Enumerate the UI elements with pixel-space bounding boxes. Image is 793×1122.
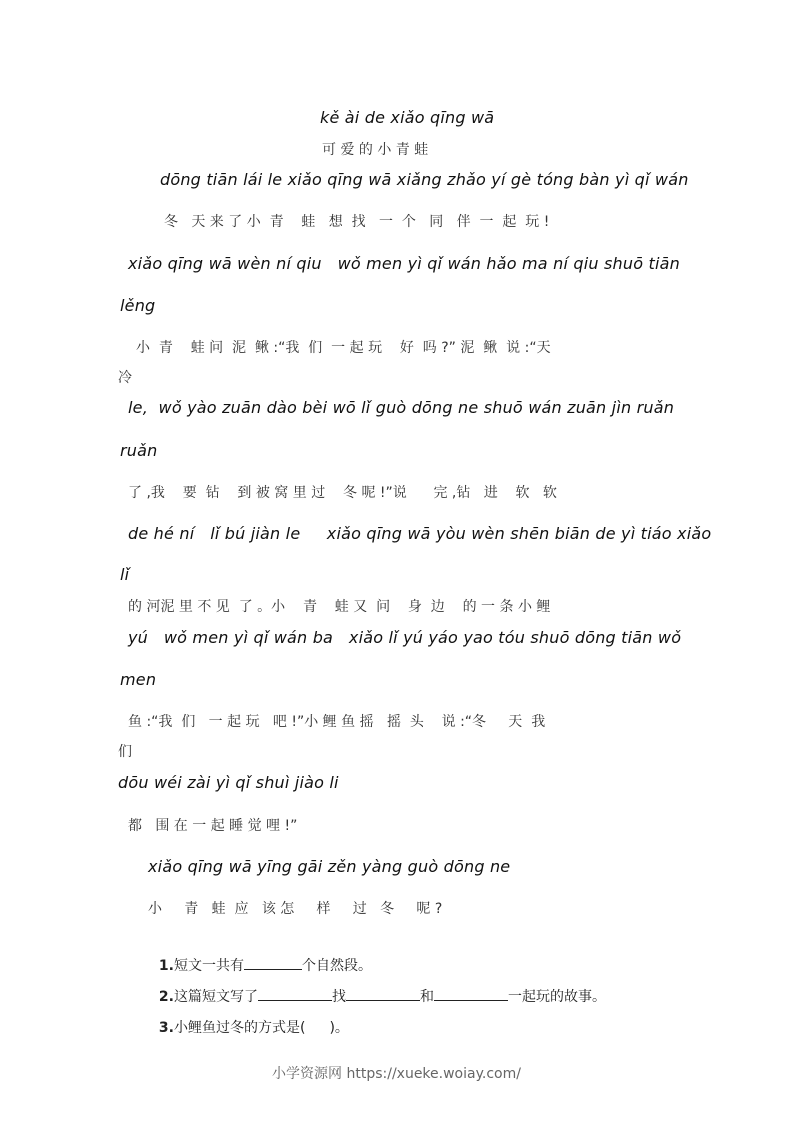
story-hanzi-line: 冷 — [118, 370, 132, 386]
answer-blank[interactable] — [244, 955, 302, 970]
story-pinyin-line: xiǎo qīng wā wèn ní qiu wǒ men yì qǐ wán hǎo ma ní qiu shuō tiān — [128, 254, 680, 273]
story-pinyin-line: lěng — [120, 296, 156, 315]
story-pinyin-line: yú wǒ men yì qǐ wán ba xiǎo lǐ yú yáo yao tóu shuō dōng tiān wǒ — [128, 628, 682, 647]
story-hanzi-line: 的 河泥 里 不 见 了 。小 青 蛙 又 问 身 边 的 一 条 小 鲤 — [128, 599, 551, 615]
story-hanzi-line: 们 — [118, 744, 132, 760]
answer-blank[interactable] — [434, 986, 508, 1001]
title-hanzi: 可 爱 的 小 青 蛙 — [322, 142, 429, 158]
story-hanzi-line: 了 ,我 要 钻 到 被 窝 里 过 冬 呢 !”说 完 ,钻 进 软 软 — [128, 485, 557, 501]
footer-watermark: 小学资源网 https://xueke.woiay.com/ — [272, 1066, 521, 1082]
question-pinyin-line: xiǎo qīng wā yīng gāi zěn yàng guò dōng ne — [148, 857, 511, 876]
story-pinyin-line: de hé ní lǐ bú jiàn le xiǎo qīng wā yòu wèn shēn biān de yì tiáo xiǎo — [128, 524, 712, 543]
story-hanzi-line: 小 青 蛙 问 泥 鳅 :“我 们 一 起 玩 好 吗 ?” 泥 鳅 说 :“天 — [136, 340, 551, 356]
question-text: 一起玩的故事。 — [507, 989, 606, 1005]
question-number: 3. — [158, 1020, 174, 1036]
question-text: )。 — [329, 1020, 349, 1036]
question-text: 这篇短文写了 — [173, 989, 258, 1005]
title-pinyin: kě ài de xiǎo qīng wā — [320, 108, 495, 127]
story-pinyin-line: dōu wéi zài yì qǐ shuì jiào li — [118, 773, 339, 792]
answer-blank[interactable] — [346, 986, 420, 1001]
question-3 — [150, 1001, 349, 1037]
story-pinyin-line: lǐ — [120, 565, 130, 584]
question-number: 1. — [158, 958, 174, 974]
story-hanzi-line: 冬 天 来 了 小 青 蛙 想 找 一 个 同 伴 一 起 玩 ! — [164, 214, 550, 230]
question-text: 个自然段。 — [301, 958, 372, 974]
question-hanzi-line: 小 青 蛙 应 该 怎 样 过 冬 呢 ? — [148, 901, 443, 917]
question-text: 和 — [419, 989, 434, 1005]
story-pinyin-line: ruǎn — [120, 441, 158, 460]
answer-blank[interactable] — [258, 986, 332, 1001]
question-number: 2. — [158, 989, 174, 1005]
question-text: 小鲤鱼过冬的方式是( — [173, 1020, 306, 1036]
story-hanzi-line: 鱼 :“我 们 一 起 玩 吧 !”小 鲤 鱼 摇 摇 头 说 :“冬 天 我 — [128, 714, 546, 730]
story-hanzi-line: 都 围 在 一 起 睡 觉 哩 !” — [128, 818, 298, 834]
story-pinyin-line: men — [120, 670, 157, 689]
question-text: 短文一共有 — [173, 958, 244, 974]
story-pinyin-line: dōng tiān lái le xiǎo qīng wā xiǎng zhǎo yí gè tóng bàn yì qǐ wán — [160, 170, 689, 189]
question-text: 找 — [331, 989, 346, 1005]
story-pinyin-line: le, wǒ yào zuān dào bèi wō lǐ guò dōng ne shuō wán zuān jìn ruǎn — [128, 398, 675, 417]
